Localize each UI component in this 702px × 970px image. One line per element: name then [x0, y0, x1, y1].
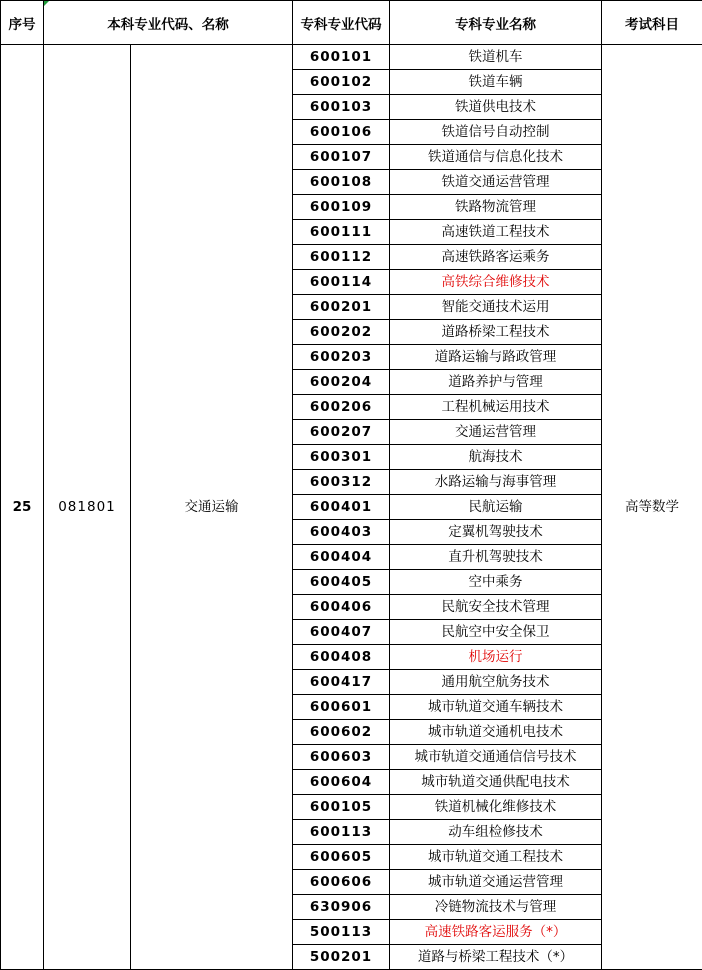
vocational-code-cell: 600202 — [293, 320, 390, 345]
vocational-code-cell: 600109 — [293, 195, 390, 220]
vocational-code-cell: 600111 — [293, 220, 390, 245]
vocational-name-cell: 铁道机械化维修技术 — [390, 795, 602, 820]
vocational-name-cell: 机场运行 — [390, 645, 602, 670]
vocational-code-cell: 630906 — [293, 895, 390, 920]
vocational-code-cell: 600112 — [293, 245, 390, 270]
vocational-name-cell: 铁道通信与信息化技术 — [390, 145, 602, 170]
vocational-code-cell: 600106 — [293, 120, 390, 145]
vocational-name-cell: 航海技术 — [390, 445, 602, 470]
vocational-code-cell: 600606 — [293, 870, 390, 895]
vocational-code-cell: 500113 — [293, 920, 390, 945]
vocational-code-cell: 600204 — [293, 370, 390, 395]
vocational-code-cell: 600207 — [293, 420, 390, 445]
vocational-name-cell: 铁道车辆 — [390, 70, 602, 95]
seq-cell: 25 — [1, 45, 44, 970]
vocational-code-cell: 600102 — [293, 70, 390, 95]
vocational-code-cell: 600604 — [293, 770, 390, 795]
vocational-name-cell: 高铁综合维修技术 — [390, 270, 602, 295]
exam-subject-cell: 高等数学 — [602, 45, 702, 970]
vocational-code-cell: 600401 — [293, 495, 390, 520]
vocational-code-cell: 600203 — [293, 345, 390, 370]
bachelor-code-cell: 081801 — [44, 45, 131, 970]
vocational-code-cell: 600103 — [293, 95, 390, 120]
header-bachelor-major — [44, 1, 293, 45]
vocational-code-cell: 600602 — [293, 720, 390, 745]
table-row — [1, 45, 702, 70]
vocational-name-cell: 高速铁路客运服务（*） — [390, 920, 602, 945]
vocational-code-cell: 600108 — [293, 170, 390, 195]
vocational-name-cell: 道路运输与路政管理 — [390, 345, 602, 370]
vocational-name-cell: 直升机驾驶技术 — [390, 545, 602, 570]
vocational-name-cell: 城市轨道交通工程技术 — [390, 845, 602, 870]
vocational-name-cell: 动车组检修技术 — [390, 820, 602, 845]
vocational-name-cell: 冷链物流技术与管理 — [390, 895, 602, 920]
vocational-name-cell: 城市轨道交通通信信号技术 — [390, 745, 602, 770]
vocational-name-cell: 智能交通技术运用 — [390, 295, 602, 320]
vocational-name-cell: 高速铁路客运乘务 — [390, 245, 602, 270]
vocational-name-cell: 定翼机驾驶技术 — [390, 520, 602, 545]
vocational-name-cell: 工程机械运用技术 — [390, 395, 602, 420]
vocational-code-cell: 600206 — [293, 395, 390, 420]
vocational-code-cell: 600114 — [293, 270, 390, 295]
vocational-name-cell: 民航安全技术管理 — [390, 595, 602, 620]
vocational-code-cell: 600107 — [293, 145, 390, 170]
vocational-code-cell: 600405 — [293, 570, 390, 595]
vocational-name-cell: 高速铁道工程技术 — [390, 220, 602, 245]
header-vocational-code: 专科专业代码 — [293, 1, 390, 45]
header-row — [1, 1, 702, 45]
vocational-code-cell: 600113 — [293, 820, 390, 845]
vocational-code-cell: 600101 — [293, 45, 390, 70]
vocational-name-cell: 水路运输与海事管理 — [390, 470, 602, 495]
cell-comment-marker — [44, 1, 49, 6]
vocational-name-cell: 城市轨道交通车辆技术 — [390, 695, 602, 720]
header-bachelor-major-label: 本科专业代码、名称 — [107, 17, 229, 33]
vocational-code-cell: 600403 — [293, 520, 390, 545]
vocational-code-cell: 600404 — [293, 545, 390, 570]
vocational-name-cell: 城市轨道交通供配电技术 — [390, 770, 602, 795]
vocational-name-cell: 道路与桥梁工程技术（*） — [390, 945, 602, 970]
vocational-name-cell: 铁道供电技术 — [390, 95, 602, 120]
vocational-code-cell: 500201 — [293, 945, 390, 970]
bachelor-name-cell: 交通运输 — [131, 45, 293, 970]
vocational-code-cell: 600201 — [293, 295, 390, 320]
vocational-name-cell: 道路养护与管理 — [390, 370, 602, 395]
vocational-code-cell: 600603 — [293, 745, 390, 770]
vocational-code-cell: 600408 — [293, 645, 390, 670]
vocational-code-cell: 600301 — [293, 445, 390, 470]
vocational-name-cell: 城市轨道交通运营管理 — [390, 870, 602, 895]
vocational-name-cell: 铁道信号自动控制 — [390, 120, 602, 145]
vocational-code-cell: 600312 — [293, 470, 390, 495]
vocational-code-cell: 600417 — [293, 670, 390, 695]
vocational-code-cell: 600601 — [293, 695, 390, 720]
vocational-name-cell: 交通运营管理 — [390, 420, 602, 445]
vocational-name-cell: 道路桥梁工程技术 — [390, 320, 602, 345]
vocational-name-cell: 民航空中安全保卫 — [390, 620, 602, 645]
vocational-name-cell: 铁道交通运营管理 — [390, 170, 602, 195]
header-exam-subject: 考试科目 — [602, 1, 702, 45]
vocational-name-cell: 空中乘务 — [390, 570, 602, 595]
vocational-code-cell: 600105 — [293, 795, 390, 820]
vocational-name-cell: 城市轨道交通机电技术 — [390, 720, 602, 745]
table-body — [1, 45, 702, 970]
vocational-code-cell: 600407 — [293, 620, 390, 645]
vocational-name-cell: 通用航空航务技术 — [390, 670, 602, 695]
vocational-name-cell: 民航运输 — [390, 495, 602, 520]
header-seq: 序号 — [1, 1, 44, 45]
vocational-code-cell: 600406 — [293, 595, 390, 620]
vocational-name-cell: 铁路物流管理 — [390, 195, 602, 220]
vocational-name-cell: 铁道机车 — [390, 45, 602, 70]
header-vocational-name: 专科专业名称 — [390, 1, 602, 45]
vocational-code-cell: 600605 — [293, 845, 390, 870]
